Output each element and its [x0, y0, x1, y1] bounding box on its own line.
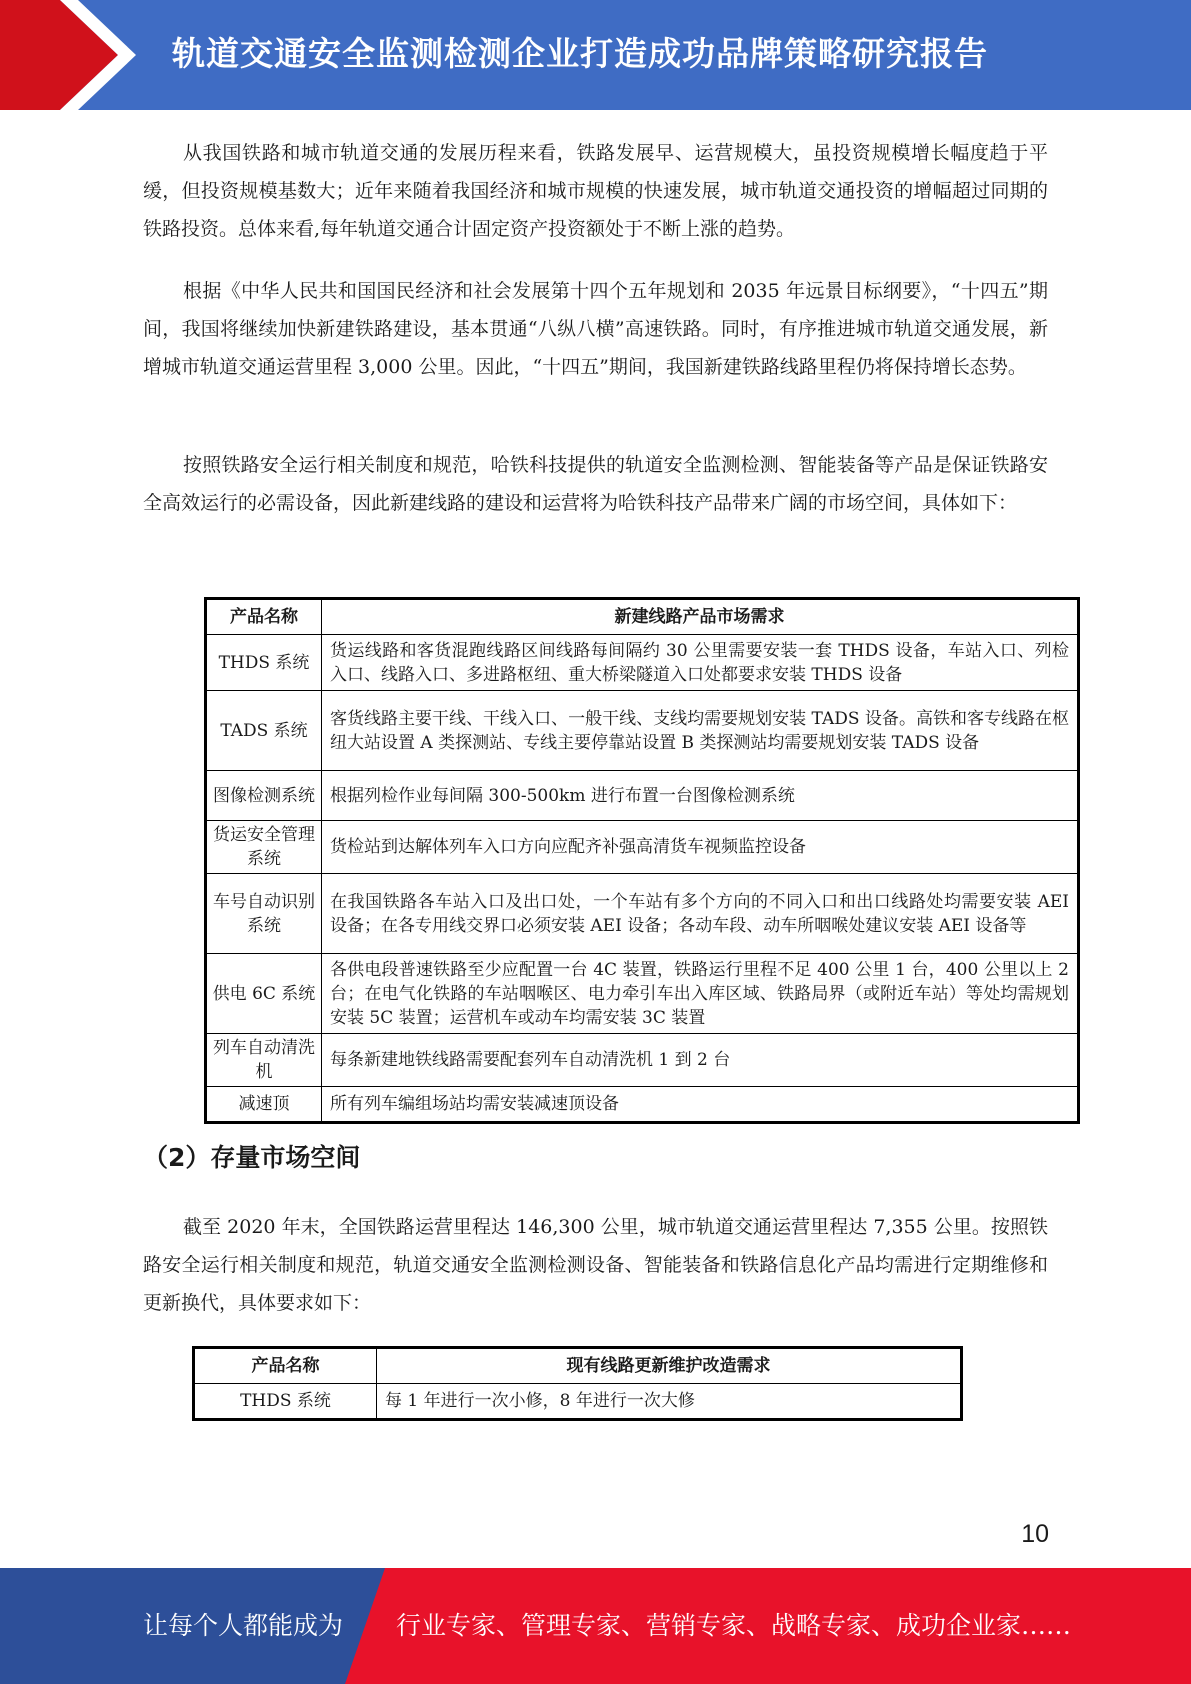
column-header-maintenance: 现有线路更新维护改造需求 — [377, 1348, 962, 1384]
header-chevron-icon — [0, 0, 150, 110]
footer-slogan-right: 行业专家、管理专家、营销专家、战略专家、成功企业家…… — [396, 1611, 1072, 1640]
product-name-cell: TADS 系统 — [206, 691, 322, 771]
product-name-cell: THDS 系统 — [194, 1384, 377, 1420]
demand-cell: 在我国铁路各车站入口及出口处，一个车站有多个方向的不同入口和出口线路处均需要安装 AEI 设备；在各专用线交界口必须安装 AEI 设备；各动车段、动车所咽喉处建议安装 AEI 设备等 — [322, 874, 1079, 954]
demand-cell: 每条新建地铁线路需要配套列车自动清洗机 1 到 2 台 — [322, 1034, 1079, 1087]
product-name-cell: 车号自动识别系统 — [206, 874, 322, 954]
table-row — [206, 874, 1079, 954]
demand-cell: 根据列检作业每间隔 300-500km 进行布置一台图像检测系统 — [322, 771, 1079, 821]
table-row — [206, 1087, 1079, 1123]
table-header-row — [206, 599, 1079, 635]
new-line-demand-table — [204, 597, 1080, 1124]
product-name-cell: 货运安全管理系统 — [206, 821, 322, 874]
table-header-row — [194, 1348, 962, 1384]
demand-cell: 各供电段普速铁路至少应配置一台 4C 装置，铁路运行里程不足 400 公里 1 台，400 公里以上 2 台；在电气化铁路的车站咽喉区、电力牵引车出入库区域、铁路局界（或附近车站）等处均需规划安装 5C 装置；运营机车或动车均需安装 3C 装置 — [322, 954, 1079, 1034]
existing-line-maintenance-table — [192, 1346, 963, 1421]
table-row — [206, 821, 1079, 874]
page-header — [0, 0, 1191, 110]
column-header-product-name: 产品名称 — [194, 1348, 377, 1384]
product-name-cell: THDS 系统 — [206, 635, 322, 691]
maintenance-cell: 每 1 年进行一次小修，8 年进行一次大修 — [377, 1384, 962, 1420]
table-row — [206, 954, 1079, 1034]
product-name-cell: 供电 6C 系统 — [206, 954, 322, 1034]
table-row — [206, 1034, 1079, 1087]
section-heading-stock-market: （2）存量市场空间 — [143, 1143, 361, 1172]
demand-cell: 客货线路主要干线、干线入口、一般干线、支线均需要规划安装 TADS 设备。高铁和客专线路在枢纽大站设置 A 类探测站、专线主要停靠站设置 B 类探测站均需要规划安装 TADS 设备 — [322, 691, 1079, 771]
column-header-demand: 新建线路产品市场需求 — [322, 599, 1079, 635]
paragraph-market-space: 按照铁路安全运行相关制度和规范，哈铁科技提供的轨道安全监测检测、智能装备等产品是保证铁路安全高效运行的必需设备，因此新建线路的建设和运营将为哈铁科技产品带来广阔的市场空间，具体如下： — [143, 454, 1048, 514]
table-row — [206, 771, 1079, 821]
column-header-product-name: 产品名称 — [206, 599, 322, 635]
product-name-cell: 减速顶 — [206, 1087, 322, 1123]
footer-slogan-left: 让每个人都能成为 — [143, 1611, 344, 1640]
table-row — [194, 1384, 962, 1420]
paragraph-development-history: 从我国铁路和城市轨道交通的发展历程来看，铁路发展早、运营规模大，虽投资规模增长幅度趋于平缓，但投资规模基数大；近年来随着我国经济和城市规模的快速发展，城市轨道交通投资的增幅超过同期的铁路投资。总体来看,每年轨道交通合计固定资产投资额处于不断上涨的趋势。 — [143, 142, 1048, 240]
product-name-cell: 列车自动清洗机 — [206, 1034, 322, 1087]
demand-cell: 货检站到达解体列车入口方向应配齐补强高清货车视频监控设备 — [322, 821, 1079, 874]
demand-cell: 货运线路和客货混跑线路区间线路每间隔约 30 公里需要安装一套 THDS 设备，车站入口、列检入口、线路入口、多进路枢纽、重大桥梁隧道入口处都要求安装 THDS 设备 — [322, 635, 1079, 691]
table-row — [206, 691, 1079, 771]
product-name-cell: 图像检测系统 — [206, 771, 322, 821]
table-row — [206, 635, 1079, 691]
demand-cell: 所有列车编组场站均需安装减速顶设备 — [322, 1087, 1079, 1123]
paragraph-stock-market: 截至 2020 年末，全国铁路运营里程达 146,300 公里，城市轨道交通运营里程达 7,355 公里。按照铁路安全运行相关制度和规范，轨道交通安全监测检测设备、智能装备和铁路信息化产品均需进行定期维修和更新换代，具体要求如下： — [143, 1216, 1048, 1314]
page-number: 10 — [1021, 1520, 1049, 1548]
page-footer — [0, 1568, 1191, 1684]
report-title: 轨道交通安全监测检测企业打造成功品牌策略研究报告 — [172, 34, 988, 73]
paragraph-five-year-plan: 根据《中华人民共和国国民经济和社会发展第十四个五年规划和 2035 年远景目标纲要》，“十四五”期间，我国将继续加快新建铁路建设，基本贯通“八纵八横”高速铁路。同时，有序推进城市轨道交通发展，新增城市轨道交通运营里程 3,000 公里。因此，“十四五”期间，我国新建铁路线路里程仍将保持增长态势。 — [143, 280, 1048, 378]
